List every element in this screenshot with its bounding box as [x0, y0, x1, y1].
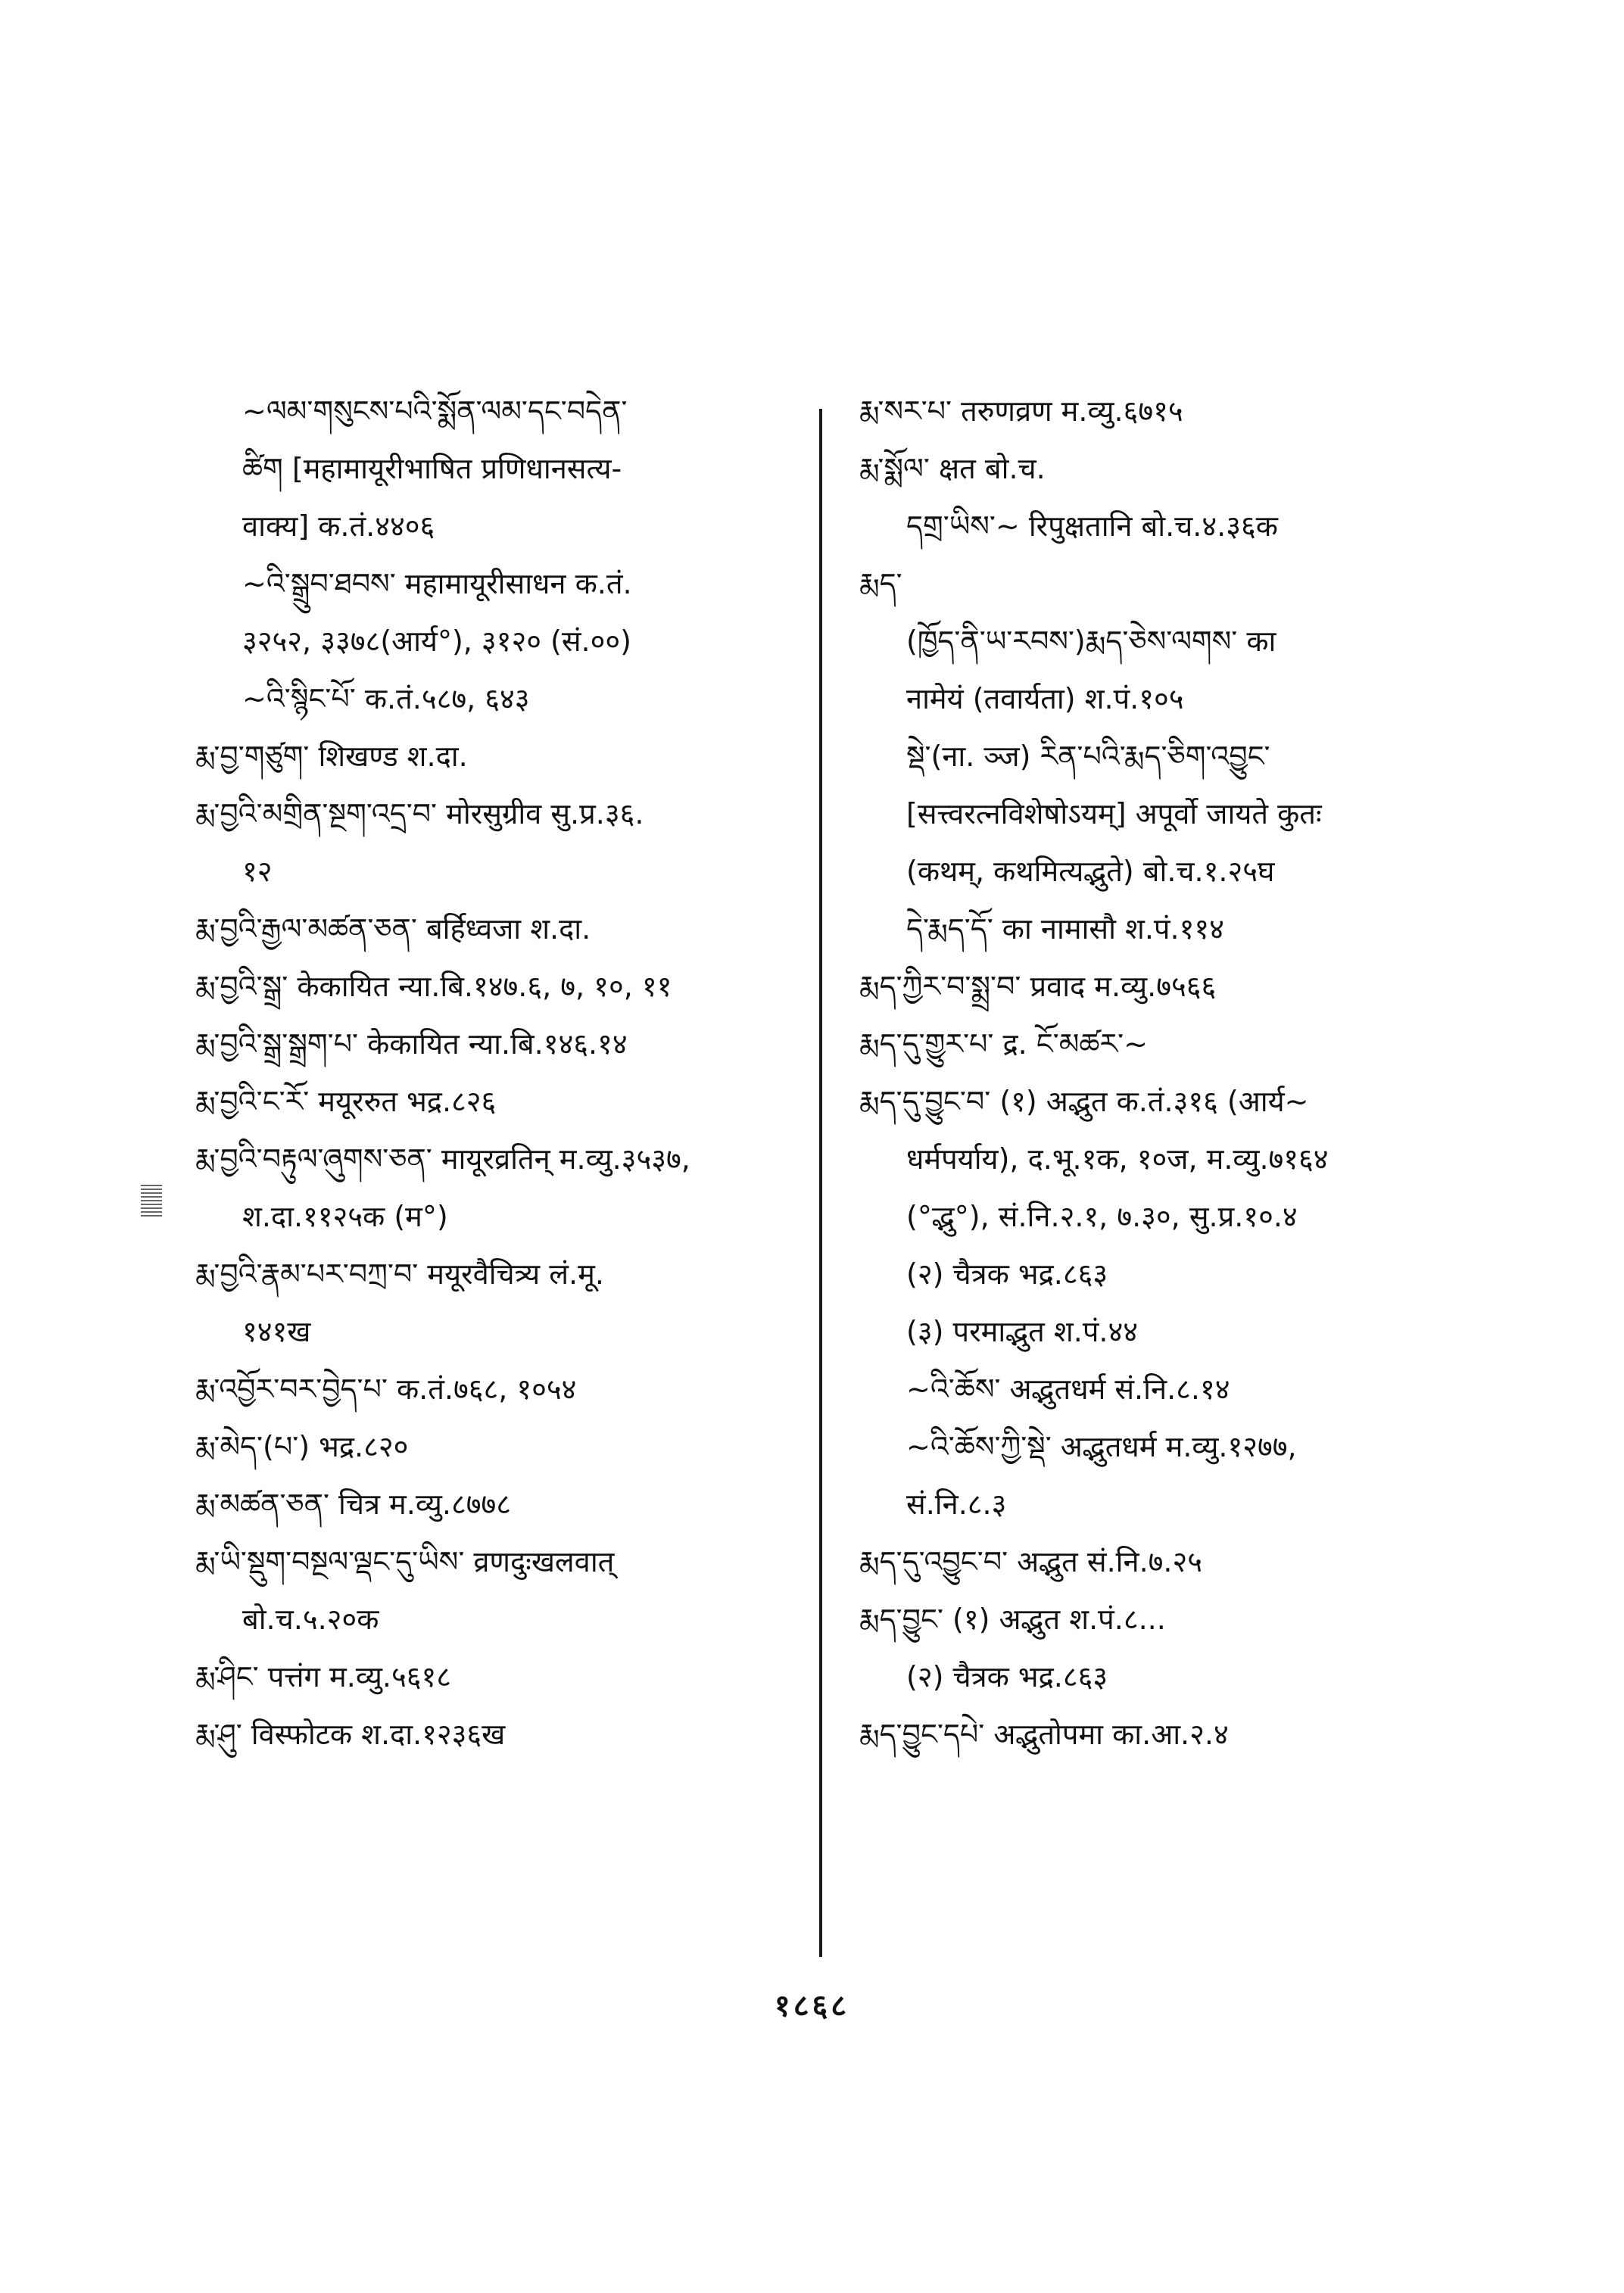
dictionary-entry-line: རྨད་ཀྱིར་བ་སྨྲ་བ་ प्रवाद म.व्यु.७५६६ — [859, 970, 1217, 1003]
dictionary-entry-line: རྨ་འབྱོར་བར་བྱེད་པ་ क.तं.७६८, १०५४ — [195, 1372, 577, 1406]
dictionary-entry-line: རྨ་བྱའི་སྒྲ་ केकायित न्या.बि.१४७.६, ७, १०, ११ — [195, 970, 672, 1003]
dictionary-entry-line: རྨད་དུ་གྱུར་པ་ द्र. ངོ་མཚར་~ — [859, 1027, 1148, 1061]
dictionary-entry-line: नामेयं (तवार्यता) श.पं.१०५ — [906, 682, 1184, 715]
dictionary-entry-line: ~འི་ཆོས་ अद्भुतधर्म सं.नि.८.१४ — [906, 1372, 1230, 1406]
dictionary-entry-line: རྨ་བྱའི་བརྟུལ་ཞུགས་ཅན་ मायूरव्रतिन् म.व्यु.३५३७, — [195, 1142, 690, 1176]
dictionary-entry-line: ३२५२, ३३७८(आर्य°), ३१२० (सं.००) — [242, 625, 631, 658]
dictionary-entry-line: (ཁྱོད་ནི་ཡ་རབས་)རྨད་ཅེས་ལགས་ का — [906, 625, 1276, 658]
dictionary-entry-line: རྨ་མཚན་ཅན་ चित्र म.व्यु.८७७८ — [195, 1488, 511, 1521]
left-column — [195, 382, 816, 1763]
dictionary-entry-line: དགྲ་ཡིས་~ रिपुक्षतानि बो.च.४.३६क — [906, 509, 1278, 543]
dictionary-entry-line: सं.नि.८.३ — [906, 1488, 1007, 1521]
dictionary-entry-line: धर्मपर्याय), द.भू.१क, १०ज, म.व्यु.७१६४ — [906, 1142, 1329, 1176]
dictionary-entry-line: ཚིག [महामायूरीभाषित प्रणिधानसत्य- — [242, 452, 622, 485]
dictionary-entry-line: རྨ་བྱའི་རྣམ་པར་བཀྲ་བ་ मयूरवैचित्र्य लं.मू. — [195, 1257, 604, 1291]
column-divider — [819, 409, 822, 1957]
dictionary-entry-line: རྨ་མེད་(པ་) भद्र.८२० — [195, 1430, 409, 1463]
dictionary-entry-line: ~ལམ་གསུངས་པའི་སྨོན་ལམ་དང་བདེན་ — [242, 394, 628, 428]
dictionary-entry-line: ~འི་ཆོས་ཀྱི་སྡེ་ अद्भुतधर्म म.व्यु.१२७७, — [906, 1430, 1297, 1463]
dictionary-entry-line: རྨ་བྱའི་མགྲིན་སྔག་འདྲ་བ་ मोरसुग्रीव सु.प्र.३६. — [195, 797, 644, 830]
dictionary-entry-line: སྡེ་(ना. ञ्ज) རིན་པའི་རྨད་ཅིག་འབྱུང་ — [906, 740, 1270, 773]
dictionary-entry-line: རྨ་ཡི་སྡུག་བསྔལ་ལྡང་དུ་ཡིས་ व्रणदुःखलवात् — [195, 1545, 615, 1578]
dictionary-entry-line: རྨད་དུ་བྱུང་བ་ (१) अद्भुत क.तं.३१६ (आर्य~ — [859, 1085, 1309, 1118]
dictionary-entry-line: बो.च.५.२०क — [242, 1603, 379, 1636]
page-number: १८६८ — [774, 1989, 850, 2024]
dictionary-entry-line: རྨ་བྱའི་ང་རོ་ मयूररुत भद्र.८२६ — [195, 1085, 497, 1118]
dictionary-entry-line: (२) चैत्रक भद्र.८६३ — [906, 1257, 1108, 1291]
dictionary-entry-line: རྨ་བྱའི་རྒྱལ་མཚན་ཅན་ बर्हिध्वजा श.दा. — [195, 912, 591, 946]
dictionary-entry-line: རྨ་སར་པ་ तरुणव्रण म.व्यु.६७१५ — [859, 394, 1183, 428]
dictionary-entry-line: རྨ་སྨོལ་ क्षत बो.च. — [859, 452, 1046, 485]
dictionary-entry-line: རྨ་ཤུ་ विस्फोटक श.दा.१२३६ख — [195, 1718, 506, 1751]
dictionary-entry-line: श.दा.११२५क (म°) — [242, 1200, 448, 1233]
dictionary-entry-line: (कथम्, कथमित्यद्भुते) बो.च.१.२५घ — [906, 855, 1275, 888]
right-column — [859, 382, 1465, 1763]
margin-mark — [141, 1185, 162, 1218]
dictionary-entry-line: (२) चैत्रक भद्र.८६३ — [906, 1660, 1108, 1693]
dictionary-entry-line: ~འི་སྒྲུབ་ཐབས་ महामायूरीसाधन क.तं. — [242, 567, 632, 600]
dictionary-entry-line: རྨ་བྱ་གཙུག་ शिखण्ड श.दा. — [195, 740, 468, 773]
dictionary-entry-line: १४१ख — [242, 1315, 311, 1348]
dictionary-entry-line: རྨད་བྱུང་དཔེ་ अद्भुतोपमा का.आ.२.४ — [859, 1718, 1229, 1751]
dictionary-entry-line: (°द्भु°), सं.नि.२.१, ७.३०, सु.प्र.१०.४ — [906, 1200, 1298, 1233]
dictionary-entry-line: [सत्त्वरत्नविशेषोऽयम्] अपूर्वो जायते कुतः — [906, 797, 1322, 830]
dictionary-entry-line: དེ་རྨད་དོ་ का नामासौ श.पं.११४ — [906, 912, 1224, 946]
dictionary-entry-line: ~འི་སྙིང་པོ་ क.तं.५८७, ६४३ — [242, 682, 530, 715]
dictionary-entry-line: १२ — [242, 855, 273, 888]
dictionary-entry-line: རྨ་ཤིང་ पत्तंग म.व्यु.५६१८ — [195, 1660, 451, 1693]
dictionary-entry-line: (३) परमाद्भुत श.पं.४४ — [906, 1315, 1139, 1348]
dictionary-entry-line: वाक्य] क.तं.४४०६ — [242, 509, 435, 543]
dictionary-entry-line: རྨ་བྱའི་སྒྲ་སྒྲག་པ་ केकायित न्या.बि.१४६.१४ — [195, 1027, 628, 1061]
dictionary-entry-line: རྨད་ — [859, 567, 902, 600]
dictionary-entry-line: རྨད་དུ་འབྱུང་བ་ अद्भुत सं.नि.७.२५ — [859, 1545, 1203, 1578]
dictionary-entry-line: རྨད་བྱུང་ (१) अद्भुत श.पं.८... — [859, 1603, 1166, 1636]
